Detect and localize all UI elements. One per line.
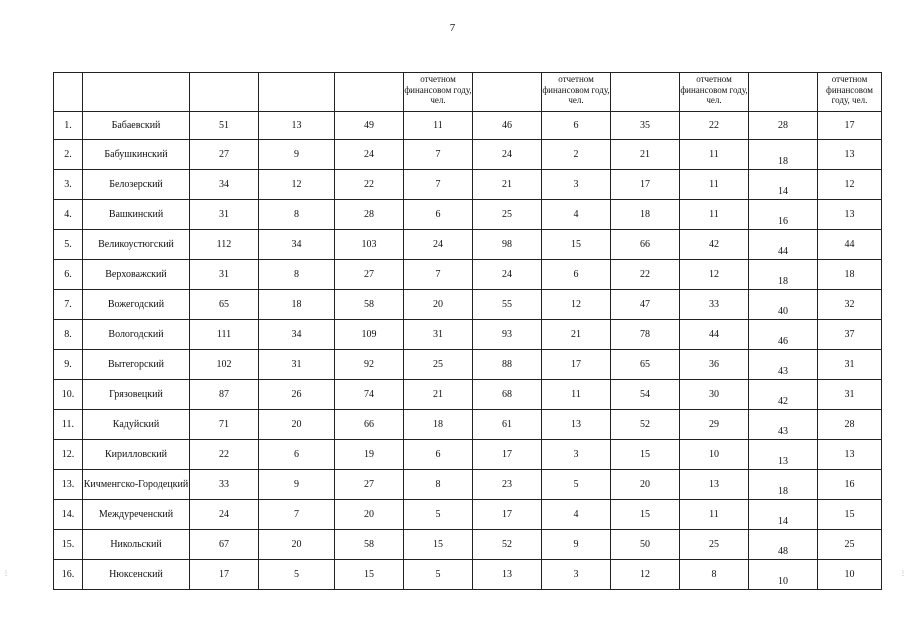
header-cell: отчетном финансовом году, чел.	[542, 73, 611, 112]
value-cell: 46	[473, 112, 542, 140]
value-cell: 20	[335, 500, 404, 530]
table-row	[54, 530, 882, 560]
value-cell: 102	[190, 350, 259, 380]
value-cell: 11	[680, 140, 749, 170]
value-cell: 4	[542, 500, 611, 530]
value-cell: 31	[818, 350, 882, 380]
value-cell: 65	[190, 290, 259, 320]
value-cell: 18	[749, 470, 818, 500]
table-row	[54, 260, 882, 290]
value-cell: 34	[259, 230, 335, 260]
value-cell: 10	[818, 560, 882, 590]
value-cell: 18	[818, 260, 882, 290]
table-row	[54, 320, 882, 350]
value-cell: 43	[749, 410, 818, 440]
value-cell: 21	[473, 170, 542, 200]
value-cell: 47	[611, 290, 680, 320]
district-name-cell: Бабушкинский	[83, 140, 190, 170]
district-name-cell: Кичменгско-Городецкий	[83, 470, 190, 500]
header-cell: отчетном финансовом году, чел.	[818, 73, 882, 112]
header-cell	[83, 73, 190, 112]
district-name-cell: Верховажский	[83, 260, 190, 290]
value-cell: 24	[335, 140, 404, 170]
value-cell: 49	[335, 112, 404, 140]
row-number-cell: 12.	[54, 440, 83, 470]
table-row	[54, 290, 882, 320]
value-cell: 58	[335, 530, 404, 560]
value-cell: 25	[818, 530, 882, 560]
district-name-cell: Великоустюгский	[83, 230, 190, 260]
value-cell: 24	[473, 140, 542, 170]
row-number-cell: 9.	[54, 350, 83, 380]
district-name-cell: Грязовецкий	[83, 380, 190, 410]
value-cell: 7	[404, 140, 473, 170]
value-cell: 12	[611, 560, 680, 590]
value-cell: 6	[404, 440, 473, 470]
value-cell: 18	[749, 260, 818, 290]
value-cell: 22	[611, 260, 680, 290]
value-cell: 13	[680, 470, 749, 500]
value-cell: 11	[542, 380, 611, 410]
value-cell: 20	[611, 470, 680, 500]
value-cell: 18	[749, 140, 818, 170]
value-cell: 15	[611, 500, 680, 530]
value-cell: 6	[542, 260, 611, 290]
value-cell: 37	[818, 320, 882, 350]
value-cell: 4	[542, 200, 611, 230]
value-cell: 111	[190, 320, 259, 350]
value-cell: 32	[818, 290, 882, 320]
header-cell: отчетном финансовом году, чел.	[404, 73, 473, 112]
header-cell	[190, 73, 259, 112]
value-cell: 15	[404, 530, 473, 560]
value-cell: 24	[190, 500, 259, 530]
value-cell: 34	[259, 320, 335, 350]
value-cell: 8	[404, 470, 473, 500]
value-cell: 17	[190, 560, 259, 590]
row-number-cell: 15.	[54, 530, 83, 560]
value-cell: 78	[611, 320, 680, 350]
value-cell: 12	[542, 290, 611, 320]
table-row	[54, 170, 882, 200]
value-cell: 27	[190, 140, 259, 170]
table-row	[54, 140, 882, 170]
header-cell	[259, 73, 335, 112]
value-cell: 66	[335, 410, 404, 440]
value-cell: 25	[680, 530, 749, 560]
value-cell: 44	[680, 320, 749, 350]
row-number-cell: 8.	[54, 320, 83, 350]
value-cell: 29	[680, 410, 749, 440]
row-number-cell: 11.	[54, 410, 83, 440]
value-cell: 20	[259, 530, 335, 560]
value-cell: 20	[259, 410, 335, 440]
value-cell: 50	[611, 530, 680, 560]
value-cell: 44	[818, 230, 882, 260]
district-name-cell: Кирилловский	[83, 440, 190, 470]
header-cell	[335, 73, 404, 112]
table-row	[54, 560, 882, 590]
row-number-cell: 3.	[54, 170, 83, 200]
value-cell: 13	[818, 140, 882, 170]
value-cell: 34	[190, 170, 259, 200]
value-cell: 17	[473, 440, 542, 470]
value-cell: 28	[749, 112, 818, 140]
value-cell: 42	[749, 380, 818, 410]
value-cell: 18	[404, 410, 473, 440]
value-cell: 43	[749, 350, 818, 380]
value-cell: 7	[259, 500, 335, 530]
value-cell: 12	[259, 170, 335, 200]
value-cell: 15	[611, 440, 680, 470]
value-cell: 98	[473, 230, 542, 260]
value-cell: 36	[680, 350, 749, 380]
value-cell: 8	[259, 260, 335, 290]
value-cell: 15	[818, 500, 882, 530]
value-cell: 10	[680, 440, 749, 470]
table-row	[54, 440, 882, 470]
value-cell: 3	[542, 170, 611, 200]
value-cell: 88	[473, 350, 542, 380]
row-number-cell: 16.	[54, 560, 83, 590]
table-row	[54, 230, 882, 260]
value-cell: 112	[190, 230, 259, 260]
value-cell: 31	[404, 320, 473, 350]
value-cell: 48	[749, 530, 818, 560]
table-row	[54, 350, 882, 380]
value-cell: 74	[335, 380, 404, 410]
edge-mark-right: ⋮	[900, 571, 906, 577]
value-cell: 87	[190, 380, 259, 410]
value-cell: 11	[404, 112, 473, 140]
value-cell: 52	[611, 410, 680, 440]
value-cell: 31	[190, 200, 259, 230]
district-name-cell: Белозерский	[83, 170, 190, 200]
value-cell: 23	[473, 470, 542, 500]
value-cell: 6	[542, 112, 611, 140]
edge-mark-left: ⋮	[3, 571, 9, 577]
value-cell: 51	[190, 112, 259, 140]
value-cell: 25	[404, 350, 473, 380]
value-cell: 15	[542, 230, 611, 260]
value-cell: 15	[335, 560, 404, 590]
row-number-cell: 4.	[54, 200, 83, 230]
value-cell: 13	[818, 200, 882, 230]
row-number-cell: 13.	[54, 470, 83, 500]
header-cell: отчетном финансовом году, чел.	[680, 73, 749, 112]
value-cell: 55	[473, 290, 542, 320]
value-cell: 22	[680, 112, 749, 140]
value-cell: 58	[335, 290, 404, 320]
table-row	[54, 410, 882, 440]
district-name-cell: Междуреченский	[83, 500, 190, 530]
value-cell: 11	[680, 200, 749, 230]
value-cell: 13	[542, 410, 611, 440]
value-cell: 27	[335, 470, 404, 500]
row-number-cell: 2.	[54, 140, 83, 170]
value-cell: 26	[259, 380, 335, 410]
district-name-cell: Бабаевский	[83, 112, 190, 140]
value-cell: 5	[259, 560, 335, 590]
row-number-cell: 1.	[54, 112, 83, 140]
value-cell: 5	[404, 500, 473, 530]
value-cell: 8	[680, 560, 749, 590]
value-cell: 14	[749, 500, 818, 530]
value-cell: 20	[404, 290, 473, 320]
row-number-cell: 6.	[54, 260, 83, 290]
table-row	[54, 470, 882, 500]
value-cell: 24	[404, 230, 473, 260]
data-table	[53, 72, 882, 590]
value-cell: 24	[473, 260, 542, 290]
value-cell: 18	[259, 290, 335, 320]
district-name-cell: Вологодский	[83, 320, 190, 350]
district-name-cell: Вытегорский	[83, 350, 190, 380]
value-cell: 27	[335, 260, 404, 290]
value-cell: 11	[680, 170, 749, 200]
value-cell: 93	[473, 320, 542, 350]
value-cell: 67	[190, 530, 259, 560]
value-cell: 28	[818, 410, 882, 440]
value-cell: 66	[611, 230, 680, 260]
value-cell: 21	[611, 140, 680, 170]
table-row	[54, 200, 882, 230]
value-cell: 9	[542, 530, 611, 560]
value-cell: 68	[473, 380, 542, 410]
value-cell: 71	[190, 410, 259, 440]
value-cell: 65	[611, 350, 680, 380]
value-cell: 31	[190, 260, 259, 290]
district-name-cell: Нюксенский	[83, 560, 190, 590]
value-cell: 17	[818, 112, 882, 140]
value-cell: 17	[611, 170, 680, 200]
value-cell: 10	[749, 560, 818, 590]
table-row	[54, 380, 882, 410]
value-cell: 6	[259, 440, 335, 470]
header-cell	[611, 73, 680, 112]
header-row	[54, 73, 882, 112]
value-cell: 54	[611, 380, 680, 410]
value-cell: 13	[818, 440, 882, 470]
page-number: 7	[449, 22, 456, 34]
header-cell	[749, 73, 818, 112]
value-cell: 22	[335, 170, 404, 200]
value-cell: 92	[335, 350, 404, 380]
value-cell: 35	[611, 112, 680, 140]
value-cell: 5	[542, 470, 611, 500]
header-cell	[473, 73, 542, 112]
value-cell: 42	[680, 230, 749, 260]
district-name-cell: Никольский	[83, 530, 190, 560]
value-cell: 44	[749, 230, 818, 260]
value-cell: 5	[404, 560, 473, 590]
value-cell: 17	[473, 500, 542, 530]
value-cell: 7	[404, 170, 473, 200]
value-cell: 21	[404, 380, 473, 410]
row-number-cell: 14.	[54, 500, 83, 530]
row-number-cell: 7.	[54, 290, 83, 320]
value-cell: 7	[404, 260, 473, 290]
value-cell: 22	[190, 440, 259, 470]
value-cell: 12	[818, 170, 882, 200]
value-cell: 25	[473, 200, 542, 230]
value-cell: 31	[818, 380, 882, 410]
value-cell: 2	[542, 140, 611, 170]
district-name-cell: Вожегодский	[83, 290, 190, 320]
value-cell: 3	[542, 560, 611, 590]
value-cell: 61	[473, 410, 542, 440]
value-cell: 16	[749, 200, 818, 230]
district-name-cell: Кадуйский	[83, 410, 190, 440]
value-cell: 11	[680, 500, 749, 530]
value-cell: 109	[335, 320, 404, 350]
value-cell: 9	[259, 140, 335, 170]
table-row	[54, 112, 882, 140]
value-cell: 17	[542, 350, 611, 380]
value-cell: 52	[473, 530, 542, 560]
header-cell	[54, 73, 83, 112]
value-cell: 8	[259, 200, 335, 230]
row-number-cell: 5.	[54, 230, 83, 260]
district-name-cell: Вашкинский	[83, 200, 190, 230]
value-cell: 3	[542, 440, 611, 470]
value-cell: 33	[680, 290, 749, 320]
value-cell: 19	[335, 440, 404, 470]
value-cell: 9	[259, 470, 335, 500]
value-cell: 21	[542, 320, 611, 350]
value-cell: 40	[749, 290, 818, 320]
value-cell: 30	[680, 380, 749, 410]
table-row	[54, 500, 882, 530]
value-cell: 31	[259, 350, 335, 380]
value-cell: 33	[190, 470, 259, 500]
value-cell: 13	[473, 560, 542, 590]
value-cell: 16	[818, 470, 882, 500]
value-cell: 12	[680, 260, 749, 290]
value-cell: 13	[259, 112, 335, 140]
value-cell: 14	[749, 170, 818, 200]
value-cell: 28	[335, 200, 404, 230]
value-cell: 46	[749, 320, 818, 350]
value-cell: 13	[749, 440, 818, 470]
row-number-cell: 10.	[54, 380, 83, 410]
value-cell: 18	[611, 200, 680, 230]
value-cell: 6	[404, 200, 473, 230]
value-cell: 103	[335, 230, 404, 260]
